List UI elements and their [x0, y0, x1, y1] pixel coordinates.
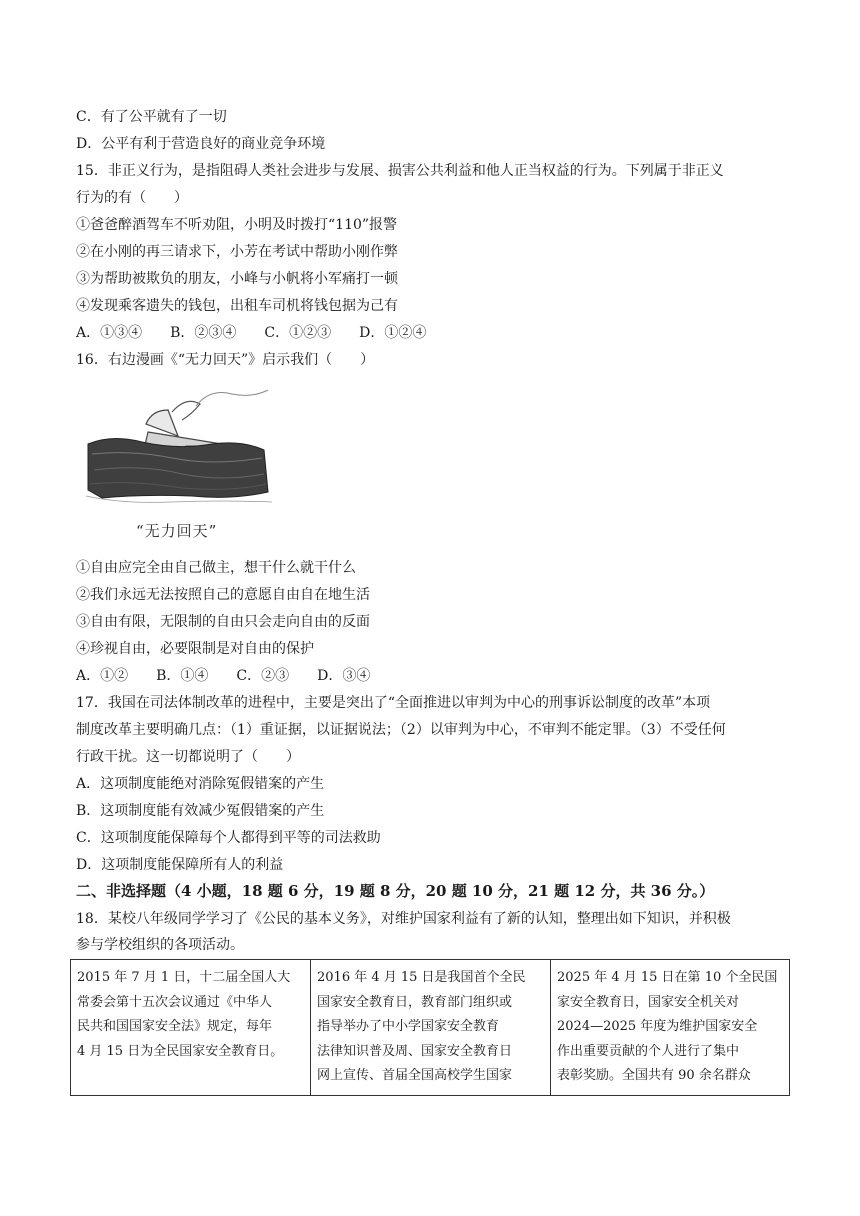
cell-line: 表彰奖励。全国共有 90 余名群众 — [557, 1068, 751, 1083]
q16-item-2: ②我们永远无法按照自己的意愿自由自在地生活 — [76, 587, 370, 603]
cell-line: 国家安全教育日，教育部门组织或 — [317, 994, 513, 1010]
option-d-q14: D．公平有利于营造良好的商业竞争环境 — [76, 136, 326, 152]
question-17-stem-line3: 行政干扰。这一切都说明了（ ） — [76, 749, 300, 765]
question-15-stem-line2: 行为的有（ ） — [76, 190, 188, 206]
cell-line: 网上宣传、首届全国高校学生国家 — [317, 1068, 513, 1083]
q15-item-2: ②在小刚的再三请求下，小芳在考试中帮助小刚作弊 — [76, 244, 398, 260]
table-cell-2025 — [551, 960, 790, 1096]
question-17-stem-line2: 制度改革主要明确几点：（1）重证据，以证据说法；（2）以审判为中心，不审判不能定罪。（3）不受任何 — [76, 722, 726, 738]
table-row — [71, 960, 790, 1096]
question-18-stem-line1: 18．某校八年级同学学习了《公民的基本义务》，对维护国家利益有了新的认知，整理出如下知识，并积极 — [76, 911, 731, 927]
option-c-q14: C．有了公平就有了一切 — [76, 109, 227, 125]
cell-line: 民共和国国家安全法》规定，每年 — [77, 1019, 273, 1034]
question-18-stem-line2: 参与学校组织的各项活动。 — [76, 937, 244, 953]
q17-option-b: B．这项制度能有效减少冤假错案的产生 — [76, 803, 325, 819]
q16-item-4: ④珍视自由，必要限制是对自由的保护 — [76, 641, 314, 657]
table-cell-2015 — [71, 960, 311, 1096]
q15-item-1: ①爸爸醉酒驾车不听劝阻，小明及时拨打“110”报警 — [76, 217, 398, 233]
question-15-stem-line1: 15．非正义行为，是指阻碍人类社会进步与发展、损害公共利益和他人正当权益的行为。下列属于非正义 — [76, 163, 724, 179]
info-table — [70, 959, 790, 1096]
cell-line: 2025 年 4 月 15 日在第 10 个全民国 — [557, 970, 778, 985]
q16-options: A．①② B．①④ C．②③ D．③④ — [76, 668, 371, 684]
cell-line: 家安全教育日，国家安全机关对 — [557, 994, 740, 1010]
q16-item-1: ①自由应完全由自己做主，想干什么就干什么 — [76, 560, 356, 576]
q15-item-3: ③为帮助被欺负的朋友，小峰与小帆将小军痛打一顿 — [76, 271, 398, 287]
cell-line: 2024—2025 年度为维护国家安全 — [557, 1019, 758, 1034]
q16-item-3: ③自由有限，无限制的自由只会走向自由的反面 — [76, 614, 370, 630]
cell-line: 常委会第十五次会议通过《中华人 — [77, 994, 273, 1010]
cell-line: 2015 年 7 月 1 日，十二届全国人大 — [77, 970, 291, 985]
cell-line: 4 月 15 日为全民国家安全教育日。 — [77, 1043, 284, 1059]
question-17-stem-line1: 17．我国在司法体制改革的进程中，主要是突出了“全面推进以审判为中心的刑事诉讼制度的改革”本项 — [76, 695, 711, 711]
q17-option-d: D．这项制度能保障所有人的利益 — [76, 857, 284, 873]
cell-line: 指导举办了中小学国家安全教育 — [317, 1019, 500, 1034]
cell-line: 2016 年 4 月 15 日是我国首个全民 — [317, 970, 526, 985]
q17-option-a: A．这项制度能绝对消除冤假错案的产生 — [76, 776, 325, 792]
cartoon-caption: “无力回天” — [136, 522, 218, 540]
question-16-stem: 16．右边漫画《“无力回天”》启示我们（ ） — [76, 352, 375, 368]
cell-line: 作出重要贡献的个人进行了集中 — [557, 1043, 740, 1059]
q17-option-c: C．这项制度能保障每个人都得到平等的司法救助 — [76, 830, 381, 846]
cell-line: 法律知识普及周、国家安全教育日 — [317, 1043, 513, 1059]
q15-options: A．①③④ B．②③④ C．①②③ D．①②④ — [76, 325, 427, 341]
section-heading: 二、非选择题（4 小题，18 题 6 分，19 题 8 分，20 题 10 分，21 题 12 分，共 36 分。） — [76, 882, 715, 900]
cartoon-image — [82, 384, 282, 544]
table-cell-2016 — [311, 960, 551, 1096]
q15-item-4: ④发现乘客遗失的钱包，出租车司机将钱包据为己有 — [76, 298, 398, 314]
